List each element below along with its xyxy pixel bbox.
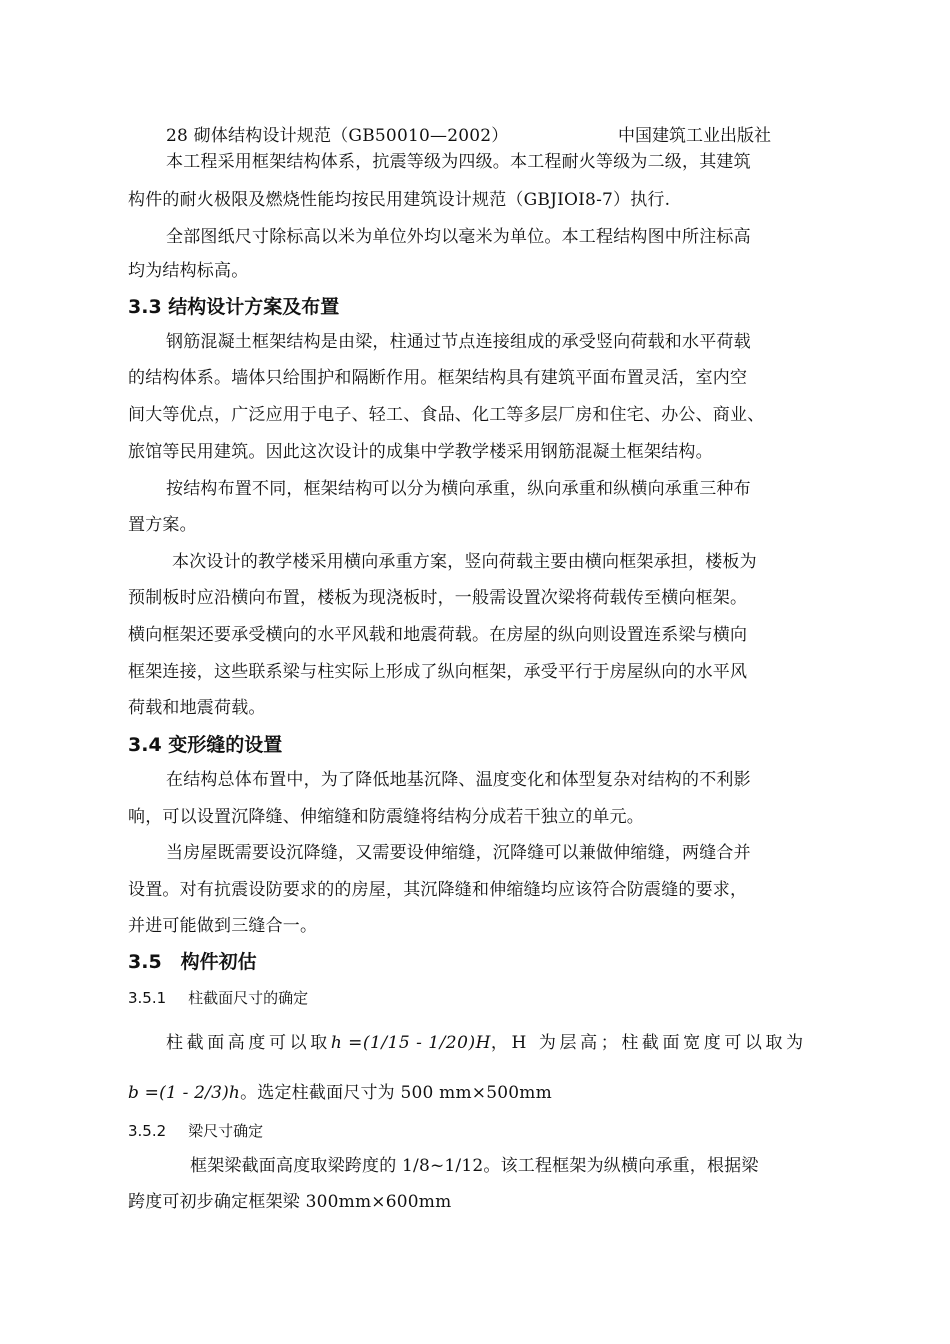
paragraph-line: 均为结构标高。	[128, 261, 249, 281]
paragraph-line: 跨度可初步确定框架梁 300mm×600mm	[128, 1192, 452, 1212]
section-heading-3-5: 3.5 构件初估	[128, 951, 257, 973]
paragraph-line: 按结构布置不同，框架结构可以分为横向承重，纵向承重和纵横向承重三种布	[166, 479, 751, 499]
subsection-heading-3-5-2	[128, 1121, 263, 1141]
reference-item: 28 砌体结构设计规范（GB50010—2002）	[166, 126, 509, 146]
section-heading-3-3: 3.3 结构设计方案及布置	[128, 296, 340, 318]
paragraph-line: 横向框架还要承受横向的水平风载和地震荷载。在房屋的纵向则设置连系梁与横向	[128, 625, 748, 645]
paragraph-line: 荷载和地震荷载。	[128, 698, 266, 718]
paragraph-line: 框架梁截面高度取梁跨度的 1/8~1/12。该工程框架为纵横向承重，根据梁	[190, 1156, 759, 1176]
paragraph-line: 置方案。	[128, 515, 197, 535]
paragraph-line: 钢筋混凝土框架结构是由梁，柱通过节点连接组成的承受竖向荷载和水平荷载	[166, 332, 751, 352]
column-width-formula: b =(1 - 2/3)h	[128, 1083, 241, 1103]
section-heading-3-4: 3.4 变形缝的设置	[128, 734, 283, 756]
paragraph-line-formula	[166, 1032, 807, 1054]
paragraph-line: 框架连接，这些联系梁与柱实际上形成了纵向框架，承受平行于房屋纵向的水平风	[128, 662, 748, 682]
paragraph-line: 本次设计的教学楼采用横向承重方案，竖向荷载主要由横向框架承担，楼板为	[172, 552, 757, 572]
subsection-title: 梁尺寸确定	[188, 1122, 264, 1140]
reference-publisher: 中国建筑工业出版社	[618, 126, 771, 146]
paragraph-line: 并进可能做到三缝合一。	[128, 916, 318, 936]
paragraph-line: 的结构体系。墙体只给围护和隔断作用。框架结构具有建筑平面布置灵活，室内空	[128, 368, 748, 388]
subsection-title: 柱截面尺寸的确定	[188, 989, 309, 1007]
paragraph-line: 设置。对有抗震设防要求的的房屋，其沉降缝和伸缩缝均应该符合防震缝的要求，	[128, 880, 748, 900]
paragraph-line: 本工程采用框架结构体系，抗震等级为四级。本工程耐火等级为二级，其建筑	[166, 152, 751, 172]
paragraph-line: 旅馆等民用建筑。因此这次设计的成集中学教学楼采用钢筋混凝土框架结构。	[128, 442, 713, 462]
formula-text-after: ，H 为层高；柱截面宽度可以取为	[490, 1033, 807, 1053]
formula-text-before: 柱截面高度可以取	[166, 1033, 331, 1053]
paragraph-line-formula	[128, 1082, 552, 1104]
paragraph-line: 全部图纸尺寸除标高以米为单位外均以毫米为单位。本工程结构图中所注标高	[166, 227, 751, 247]
paragraph-line: 在结构总体布置中，为了降低地基沉降、温度变化和体型复杂对结构的不利影	[166, 770, 751, 790]
paragraph-line: 响，可以设置沉降缝、伸缩缝和防震缝将结构分成若干独立的单元。	[128, 807, 644, 827]
subsection-number: 3.5.2	[128, 1122, 167, 1140]
column-height-formula: h =(1/15 - 1/20)H	[330, 1033, 491, 1053]
subsection-heading-3-5-1	[128, 988, 308, 1008]
paragraph-line: 当房屋既需要设沉降缝，又需要设伸缩缝，沉降缝可以兼做伸缩缝，两缝合并	[166, 843, 751, 863]
formula-text-after: 。选定柱截面尺寸为 500 mm×500mm	[240, 1083, 552, 1103]
subsection-number: 3.5.1	[128, 989, 167, 1007]
paragraph-line: 预制板时应沿横向布置，楼板为现浇板时，一般需设置次梁将荷载传至横向框架。	[128, 588, 748, 608]
paragraph-line: 构件的耐火极限及燃烧性能均按民用建筑设计规范（GBJIOI8-7）执行.	[128, 190, 671, 210]
paragraph-line: 间大等优点，广泛应用于电子、轻工、食品、化工等多层厂房和住宅、办公、商业、	[128, 405, 765, 425]
